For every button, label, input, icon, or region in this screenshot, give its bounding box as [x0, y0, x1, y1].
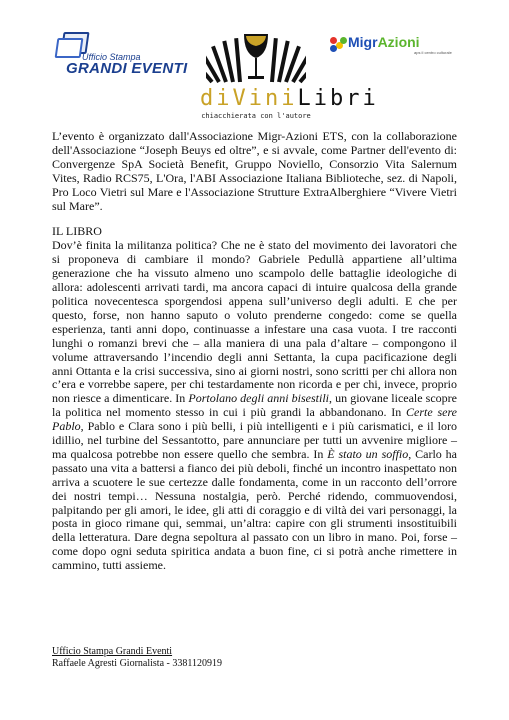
book-title-1: Portolano degli anni bisestili: [188, 391, 330, 406]
body-text-1: Dov’è finita la militanza politica? Che ne è stato del movimento dei lavoratori che si proponeva di cambiare il mondo? Gabriele Pedullà appartiene all’ultima generazione che ha vissuto almeno uno scampolo delle battaglie ideologiche di allora: adolescenti arrivati tardi, ma ancora capaci di intuire qualcosa della grande politica novecentesca sporgendosi appena sull’universo degli adulti. E che per questo, forse, non hanno saputo o voluto prenderne congedo: come se quella esperienza, tanti anni dopo, continuasse a infestare una casa vuota. I tre racconti lunghi o romanzi brevi che – alla maniera di una pala d’altare – compongono il volume attraversando l’incendio degli anni Settanta, la cupa pacificazione degli anni Ottanta e la crisi successiva, sino ai giorni nostri, sono scritti per chi allora non c’era e vorrebbe sapere, per chi testardamente non ricorda e per chi, invece, proprio non riesce a dimenticare. In: [52, 238, 457, 406]
books-wineglass-icon: [206, 28, 306, 86]
logo-left-line1: Ufficio Stampa: [82, 52, 141, 62]
logo-right-part1: Migr: [348, 34, 378, 50]
section-title: IL LIBRO: [52, 224, 102, 239]
logo-brand: [200, 86, 379, 111]
logo-tagline: chiacchierata con l'autore: [201, 112, 311, 120]
body-text-2: , un giovane liceale scopre la politica nel momento stesso in cui i più grandi la abbandonano. In: [52, 391, 457, 420]
people-dots-icon: [330, 37, 350, 51]
intro-paragraph: L’evento è organizzato dall'Associazione Migr-Azioni ETS, con la collaborazione dell'Associazione “Joseph Beuys ed oltre”, e si avvale, come Partner dell'evento di: Convergenze SpA Società Benefit, Gruppo Noviello, Consorzio Vita Salernum Vites, Radio RCS75, L'Ora, l'ABI Associazione Italiana Biblioteche, sez. di Napoli, Pro Loco Vietri sul Mare e l'Associazione Strutture ExtraAlberghiere “Vivere Vietri sul Mare”.: [52, 129, 457, 213]
footer-contact: Raffaele Agresti Giornalista - 3381120919: [52, 658, 222, 669]
book-title-2: Certe sere Pablo: [52, 405, 457, 434]
grandi-eventi-logo: [52, 30, 188, 80]
book-description: [52, 239, 457, 573]
logo-left-line2: GRANDI EVENTI: [66, 60, 188, 77]
footer-office: Ufficio Stampa Grandi Eventi: [52, 646, 173, 657]
logo-right-subtitle: aps il centro culturale: [414, 50, 452, 55]
monitor-front-icon: [55, 38, 84, 58]
document-body: [52, 130, 457, 573]
logo-right-text: [348, 34, 420, 50]
body-text-4: , Carlo ha passato una vita a battersi a fianco dei più deboli, finché un incontro inaspettato non arriva a scuotere le sue certezze dalle fondamenta, come in un racconto dell’orrore dei nostri tempi… Nessuna nostalgia, però. Perché ridendo, commuovendosi, palpitando per gli amori, le idee, gli atti di coraggio e di viltà dei vari personaggi, la posta in gioco rimane qui, semmai, un’altra: capire con gli strumenti insostituibili della letteratura. Dare degna sepoltura al passato con un libro in mano. Poi, forse – come dopo ogni seduta spiritica andata a buon fine, ci si potrà anche rimettere in cammino, tutti assieme.: [52, 446, 458, 573]
migrazioni-logo: [330, 34, 455, 54]
page-header: [0, 0, 509, 120]
page-footer: [52, 646, 222, 670]
brand-part-b: Libri: [297, 86, 379, 111]
brand-part-a: diVini: [200, 86, 298, 111]
book-title-3: È stato un soffio: [327, 446, 409, 461]
logo-right-part2: Azioni: [377, 34, 420, 50]
body-text-3: , Pablo e Clara sono i più belli, i più intelligenti e i più carismatici, e il loro idillio, nel turbine del Sessantotto, pare annunciare per tutti un avvenire migliore – ma qualcosa potrebbe non essere quello che sembra. In: [52, 419, 457, 461]
